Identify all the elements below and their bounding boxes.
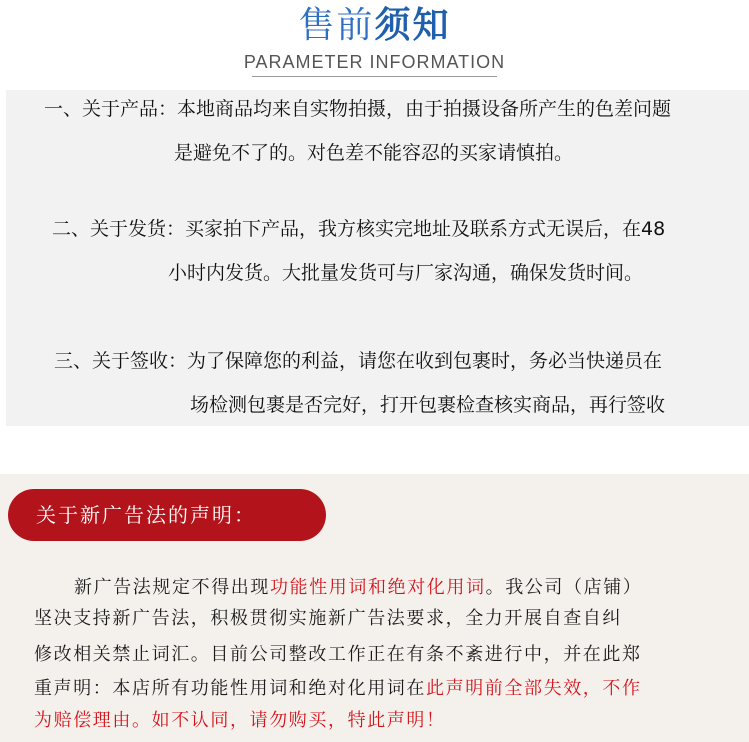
ad-law-banner <box>8 489 326 541</box>
notice-line: 三、关于签收：为了保障您的利益，请您在收到包裹时，务必当快递员在 <box>54 350 663 372</box>
notice-line: 是避免不了的。对色差不能容忍的买家请慎拍。 <box>174 142 574 164</box>
title-bold: 须知 <box>374 5 451 46</box>
notice-panel <box>6 90 749 426</box>
ad-law-line: 修改相关禁止词汇。目前公司整改工作正在有条不紊进行中，并在此郑 <box>34 644 642 665</box>
header <box>0 0 749 90</box>
notice-line: 场检测包裹是否完好，打开包裹检查核实商品，再行签收 <box>190 394 666 416</box>
ad-law-text: 新广告法规定不得出现 <box>74 577 270 598</box>
ad-law-banner-title: 关于新广告法的声明： <box>36 503 256 527</box>
ad-law-line <box>34 677 734 701</box>
section-gap <box>0 426 749 474</box>
notice-line: 二、关于发货：买家拍下产品，我方核实完地址及联系方式无误后，在48 <box>52 218 666 240</box>
notice-line: 一、关于产品：本地商品均来自实物拍摄，由于拍摄设备所产生的色差问题 <box>44 98 672 120</box>
subtitle-underline <box>252 76 497 77</box>
ad-law-line <box>74 576 749 600</box>
ad-law-highlight: 此声明前全部失效，不作 <box>426 678 642 699</box>
ad-law-text: 。我公司（店铺） <box>485 577 643 598</box>
ad-law-line: 坚决支持新广告法，积极贯彻实施新广告法要求，全力开展自查自纠 <box>34 608 622 629</box>
ad-law-text: 重声明：本店所有功能性用词和绝对化用词在 <box>34 678 426 699</box>
title-light: 售前 <box>298 5 375 46</box>
notice-line: 小时内发货。大批量发货可与厂家沟通，确保发货时间。 <box>168 262 644 284</box>
page-subtitle: PARAMETER INFORMATION <box>243 52 506 72</box>
ad-law-line: 为赔偿理由。如不认同，请勿购买，特此声明！ <box>34 710 446 731</box>
ad-law-highlight: 功能性用词和绝对化用词 <box>270 577 486 598</box>
page-title <box>0 4 749 48</box>
